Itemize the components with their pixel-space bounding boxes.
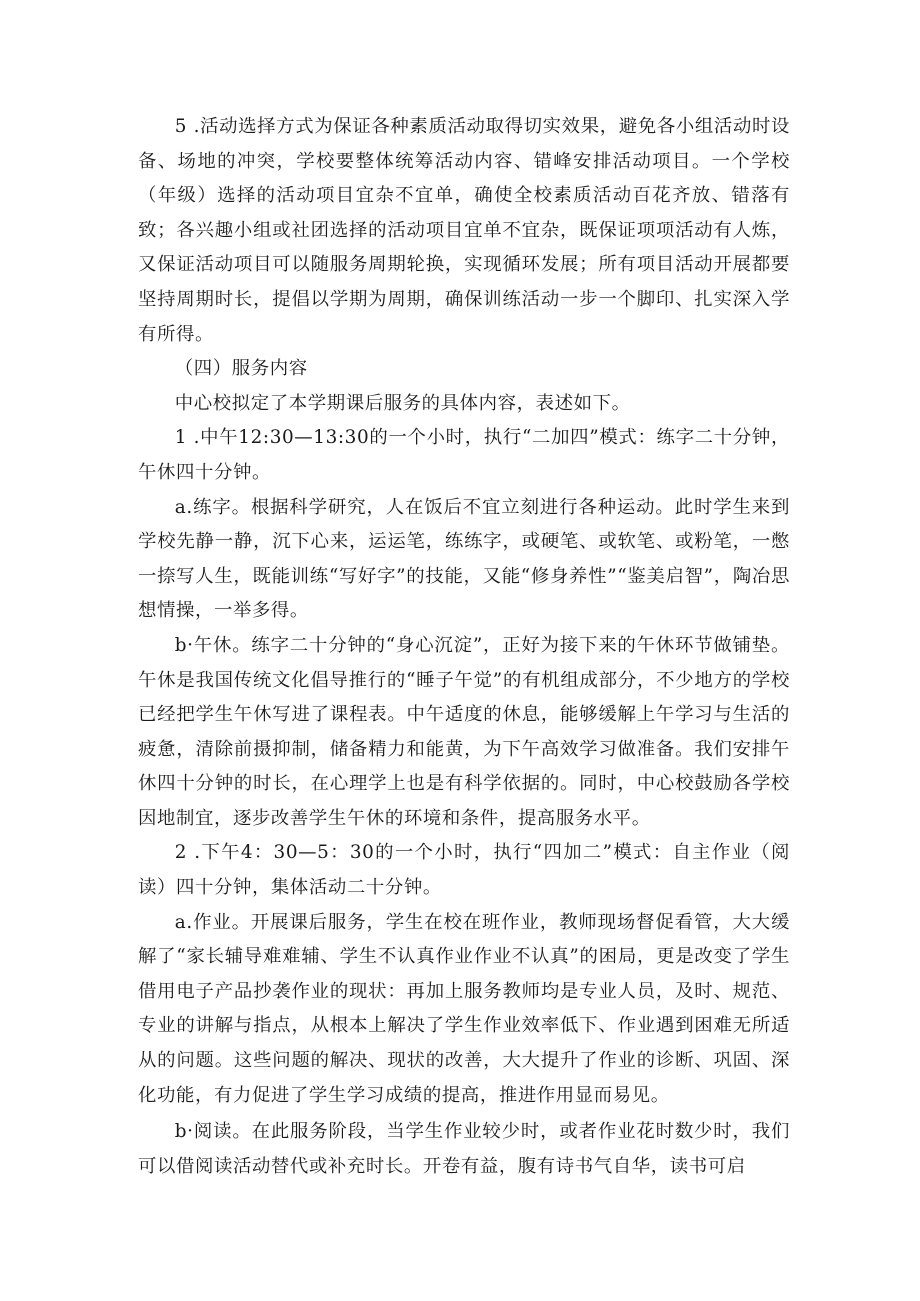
paragraph-reading: b·阅读。在此服务阶段，当学生作业较少时，或者作业花时数少时，我们可以借阅读活动替代或补充时长。开卷有益，腹有诗书气自华，读书可启 bbox=[138, 1121, 790, 1177]
paragraph-homework: a.作业。开展课后服务，学生在校在班作业，教师现场督促看管，大大缓解了“家长辅导难难辅、学生不认真作业作业不认真”的困局，更是改变了学生借用电子产品抄袭作业的现状：再加上服务教师均是专业人员，及时、规范、专业的讲解与指点，从根本上解决了学生作业效率低下、作业遇到困难无所适从的问题。这些问题的解决、现状的改善，大大提升了作业的诊断、巩固、深化功能，有力促进了学生学习成绩的提高，推进作用显而易见。 bbox=[138, 911, 790, 1106]
paragraph-activity-selection: 5 .活动选择方式为保证各种素质活动取得切实效果，避免各小组活动时设备、场地的冲突，学校要整体统筹活动内容、错峰安排活动项目。一个学校（年级）选择的活动项目宜杂不宜单，确使全校素质活动百花齐放、错落有致；各兴趣小组或社团选择的活动项目宜单不宜杂，既保证项项活动有人炼，又保证活动项目可以随服务周期轮换，实现循环发展；所有项目活动开展都要坚持周期时长，提倡以学期为周期，确保训练活动一步一个脚印、扎实深入学有所得。 bbox=[138, 116, 790, 345]
paragraph-noon-schedule: 1 .中午12:30—13:30的一个小时，执行“二加四”模式：练字二十分钟，午休四十分钟。 bbox=[138, 427, 790, 483]
paragraph-calligraphy: a.练字。根据科学研究，人在饭后不宜立刻进行各种运动。此时学生来到学校先静一静，沉下心来，运运笔，练练字，或硬笔、或软笔、或粉笔，一憋一捺写人生，既能训练“写好字”的技能，又能“修身养性”“鉴美启智”，陶冶思想情操，一举多得。 bbox=[138, 496, 790, 622]
document-body bbox=[138, 110, 790, 1184]
paragraph-afternoon-schedule: 2 .下午4：30—5：30的一个小时，执行“四加二”模式：自主作业（阅读）四十分钟，集体活动二十分钟。 bbox=[138, 842, 790, 899]
section-heading-service-content: （四）服务内容 bbox=[174, 358, 308, 380]
paragraph-service-intro: 中心校拟定了本学期课后服务的具体内容，表述如下。 bbox=[174, 392, 631, 414]
paragraph-nap: b·午休。练字二十分钟的“身心沉淀”，正好为接下来的午休环节做铺垫。午休是我国传统文化倡导推行的“睡子午觉”的有机组成部分，不少地方的学校已经把学生午休写进了课程表。中午适度的休息，能够缓解上午学习与生活的疲惫，清除前摄抑制，储备精力和能黄，为下午高效学习做准备。我们安排午休四十分钟的时长，在心理学上也是有科学依据的。同时，中心校鼓励各学校因地制宜，逐步改善学生午休的环境和条件，提高服务水平。 bbox=[138, 634, 790, 829]
